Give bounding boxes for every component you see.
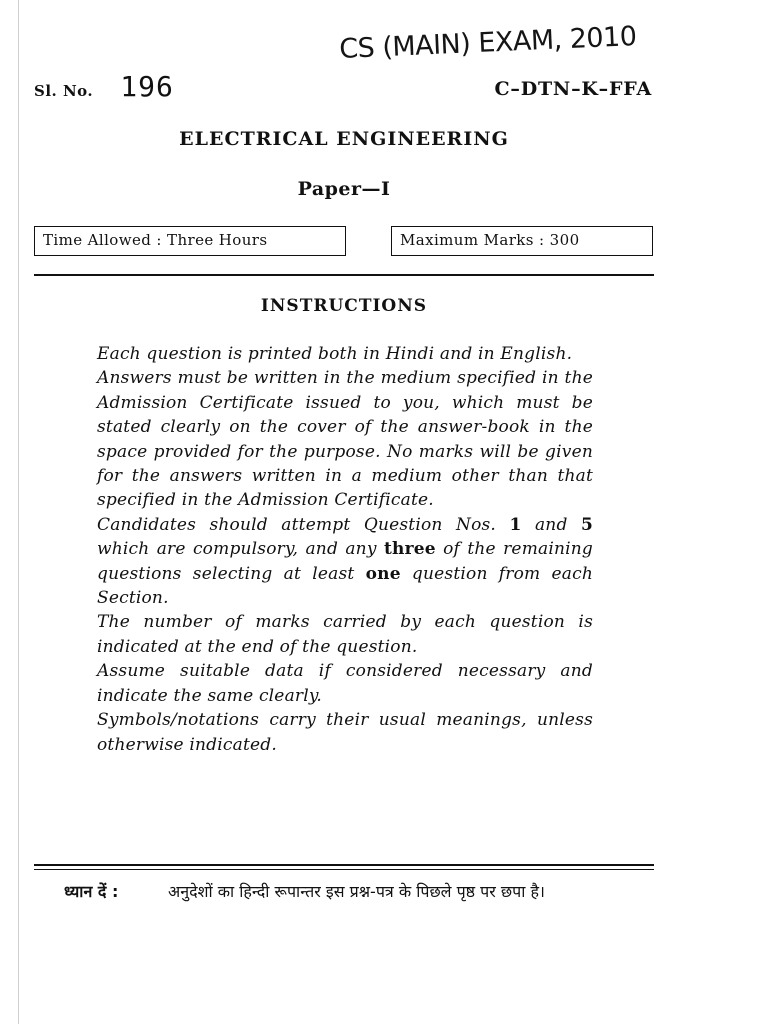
handwritten-exam-note: CS (MAIN) EXAM, 2010 xyxy=(338,21,638,65)
paper-title: Paper—I xyxy=(297,178,391,200)
instruction-text: which are compulsory, and any xyxy=(97,539,384,560)
instruction-paragraph: The number of marks carried by each question is indicated at the end of the question. xyxy=(97,612,593,657)
hindi-note-text: अनुदेशों का हिन्दी रूपान्तर इस प्रश्न-पत्र के पिछले पृष्ठ पर छपा है। xyxy=(168,882,545,901)
instruction-text: question from each Section. xyxy=(97,563,594,609)
instruction-text: Candidates should attempt Question Nos. xyxy=(97,514,510,535)
hindi-note-label: ध्यान दें : xyxy=(64,882,119,901)
instruction-bold: 1 xyxy=(509,514,522,535)
maximum-marks-box: Maximum Marks : 300 xyxy=(391,226,653,256)
instruction-paragraph: Answers must be written in the medium specified in the Admission Certificate issued to you, which must be stated clearly on the cover of the answer-book in the space provided for the purpose. No marks will be given for the answers written in a medium other than that specified in the Admission Certificate. xyxy=(97,368,593,511)
instruction-text: and xyxy=(521,514,581,535)
instruction-bold: three xyxy=(383,539,436,560)
instruction-paragraph: Symbols/notations carry their usual meanings, unless otherwise indicated. xyxy=(97,710,593,755)
instructions-body xyxy=(97,342,593,757)
double-rule-bottom xyxy=(34,869,654,870)
instruction-bold: one xyxy=(365,563,401,584)
time-allowed-box: Time Allowed : Three Hours xyxy=(34,226,346,256)
serial-number-value: 196 xyxy=(120,70,174,103)
subject-title: ELECTRICAL ENGINEERING xyxy=(179,128,509,150)
double-rule-top xyxy=(34,864,654,866)
serial-number-label: Sl. No. xyxy=(34,82,94,100)
instruction-paragraph xyxy=(97,513,593,611)
instruction-paragraph: Assume suitable data if considered necessary and indicate the same clearly. xyxy=(97,661,593,706)
serial-number-block xyxy=(34,70,174,103)
instruction-paragraph: Each question is printed both in Hindi and in English. xyxy=(97,344,573,364)
divider-rule xyxy=(34,274,654,276)
instruction-bold: 5 xyxy=(580,514,593,535)
paper-code: C–DTN–K–FFA xyxy=(494,78,652,100)
page-edge-line xyxy=(18,0,19,1024)
instruction-text: of the remaining questions selecting at least xyxy=(97,539,594,584)
instructions-heading: INSTRUCTIONS xyxy=(260,296,428,316)
